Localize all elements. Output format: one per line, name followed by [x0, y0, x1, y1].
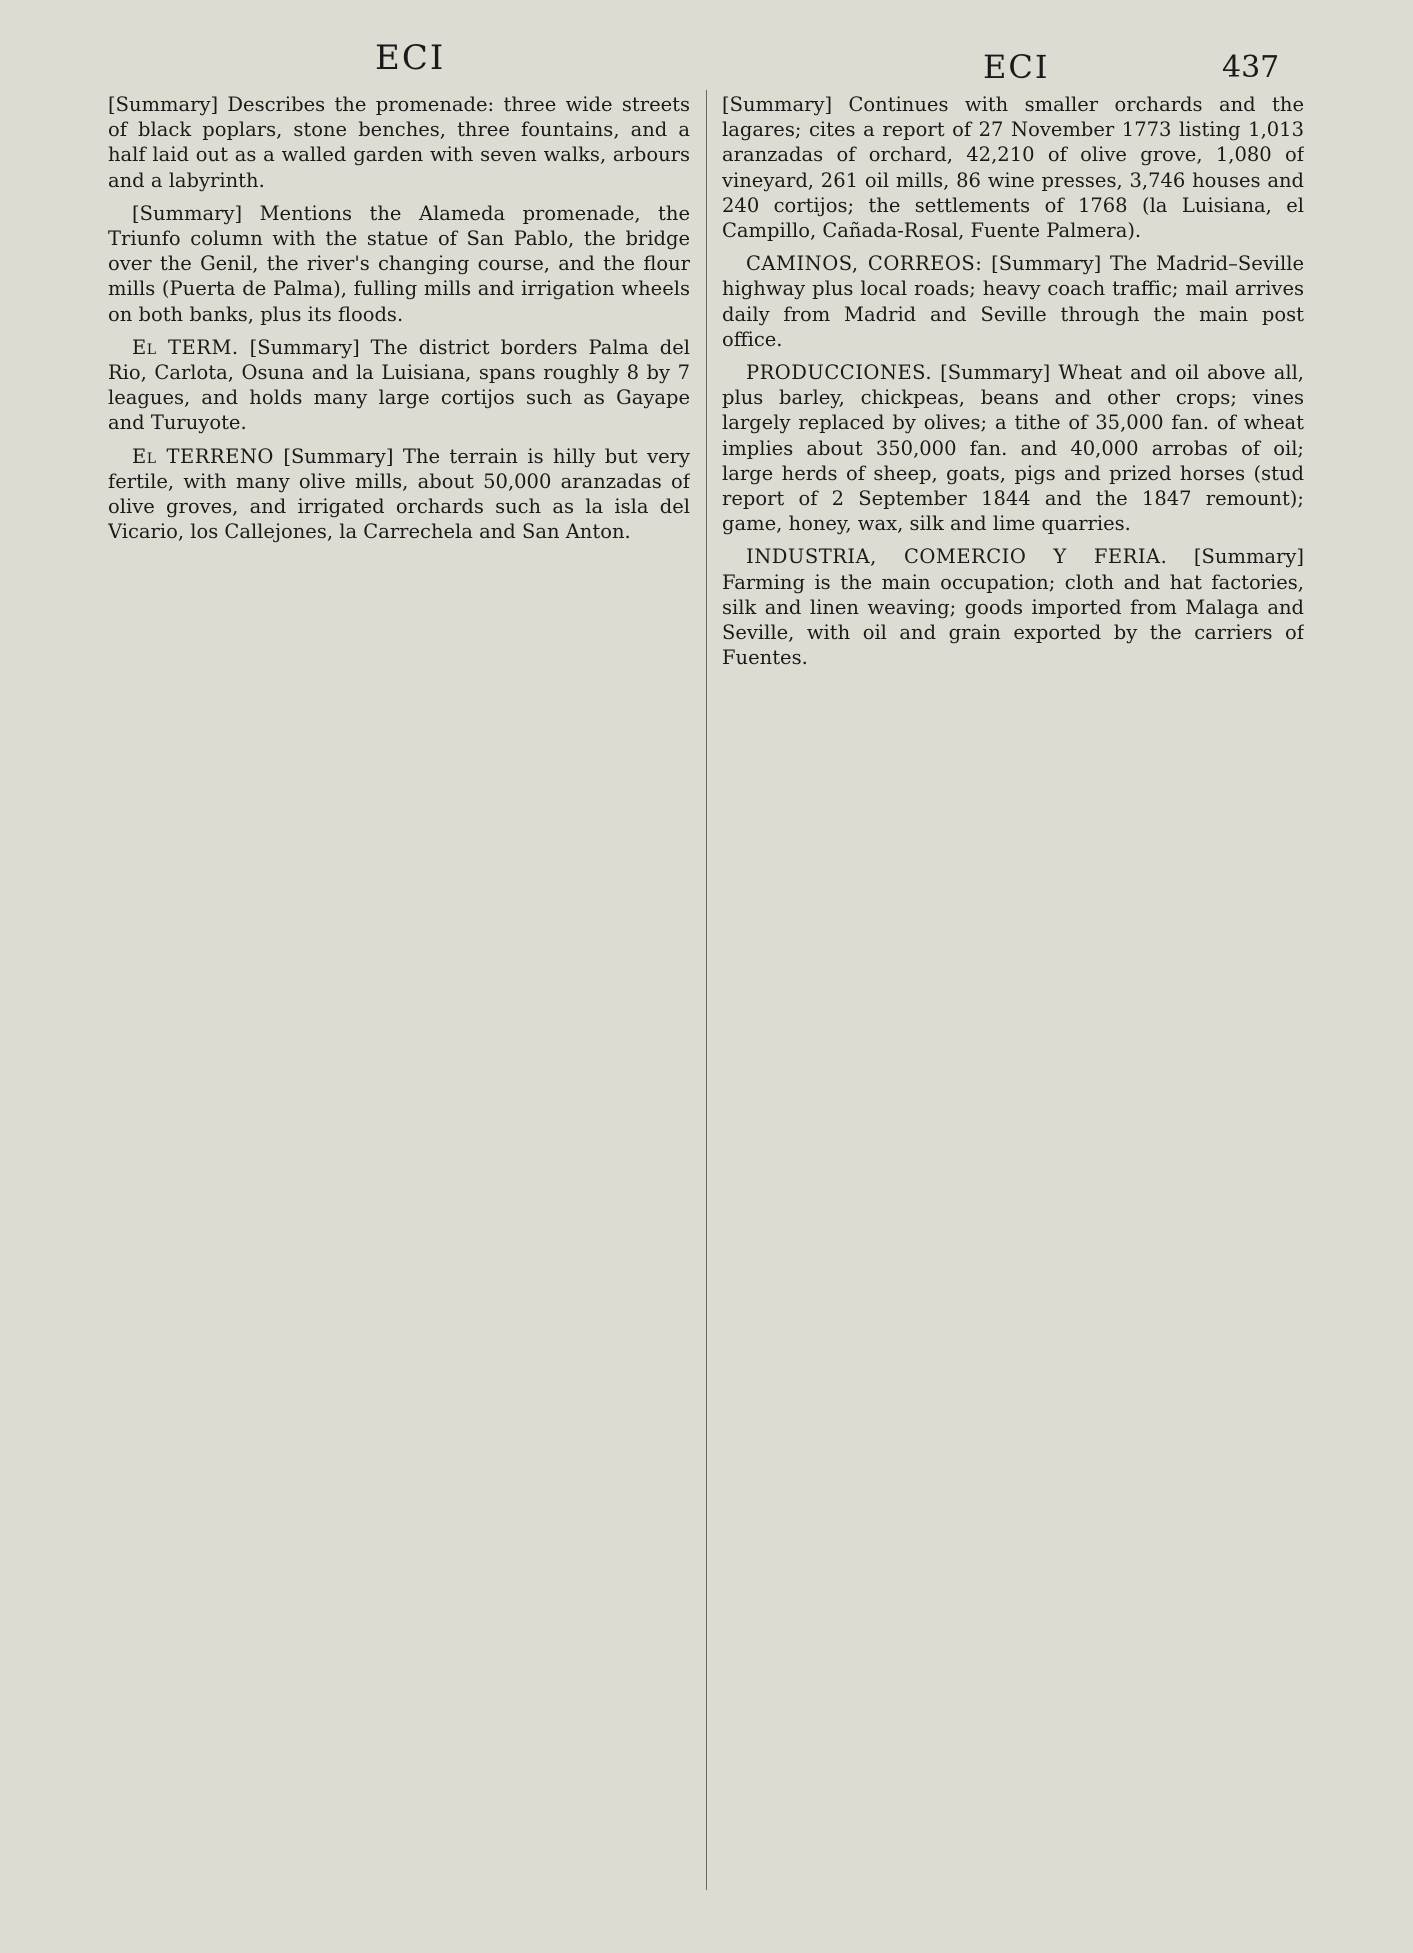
paragraph	[108, 335, 690, 436]
paragraph	[722, 251, 1304, 352]
left-column	[108, 92, 690, 1912]
right-column	[722, 92, 1304, 1912]
paragraph-lead: CAMINOS, CORREOS:	[746, 252, 983, 276]
paragraph-lead: El TERM.	[132, 335, 239, 359]
paragraph-text: [Summary] Mentions the Alameda promenade, the Triunfo column with the statue of San Pablo, the bridge over the Genil, the river's changing course, and the flour mills (Puerta de Palma), fulling mills and irrigation wheels on both banks, plus its floods.	[108, 201, 690, 326]
column-divider	[706, 90, 707, 1890]
paragraph	[108, 444, 690, 545]
paragraph-text: [Summary] Farming is the main occupation; cloth and hat factories, silk and linen weaving; goods imported from Malaga and Seville, with oil and grain exported by the carriers of Fuentes.	[722, 545, 1304, 670]
paragraph-lead: El TERRENO	[132, 444, 274, 468]
paragraph-text: [Summary] The Madrid–Seville highway plus local roads; heavy coach traffic; mail arrives daily from Madrid and Seville through the main post office.	[722, 252, 1304, 351]
paragraph-text: [Summary] Continues with smaller orchards and the lagares; cites a report of 27 November 1773 listing 1,013 aranzadas of orchard, 42,210 of olive grove, 1,080 of vineyard, 261 oil mills, 86 wine presses, 3,746 houses and 240 cortijos; the settlements of 1768 (la Luisiana, el Campillo, Cañada-Rosal, Fuente Palmera).	[722, 93, 1304, 243]
paragraph	[722, 544, 1304, 670]
paragraph-text: [Summary] Wheat and oil above all, plus barley, chickpeas, beans and other crops; vines largely replaced by olives; a tithe of 35,000 fan. of wheat implies about 350,000 fan. and 40,000 arrobas of oil; large herds of sheep, goats, pigs and prized horses (stud report of 2 September 1844 and the 1847 remount); game, honey, wax, silk and lime quarries.	[722, 361, 1304, 536]
paragraph-lead: INDUSTRIA, COMERCIO Y FERIA.	[746, 545, 1168, 569]
paragraph-text: [Summary] The terrain is hilly but very fertile, with many olive mills, about 50,000 aranzadas of olive groves, and irrigated orchards such as la isla del Vicario, los Callejones, la Carrechela and San Anton.	[108, 444, 690, 544]
paragraph	[108, 92, 690, 193]
paragraph-text: [Summary] The district borders Palma del Rio, Carlota, Osuna and la Luisiana, spans roughly 8 by 7 leagues, and holds many large cortijos such as Gayape and Turuyote.	[108, 335, 690, 435]
page-number: 437	[1222, 50, 1280, 85]
running-head-left: ECI	[375, 38, 446, 78]
paragraph-text: [Summary] Describes the promenade: three wide streets of black poplars, stone benches, three fountains, and a half laid out as a walled garden with seven walks, arbours and a labyrinth.	[108, 93, 690, 192]
paragraph	[722, 92, 1304, 243]
paragraph	[722, 360, 1304, 536]
page-header	[0, 38, 1413, 88]
paragraph-lead: PRODUCCIONES.	[746, 361, 933, 385]
running-head-right: ECI	[983, 48, 1050, 86]
paragraph	[108, 201, 690, 327]
